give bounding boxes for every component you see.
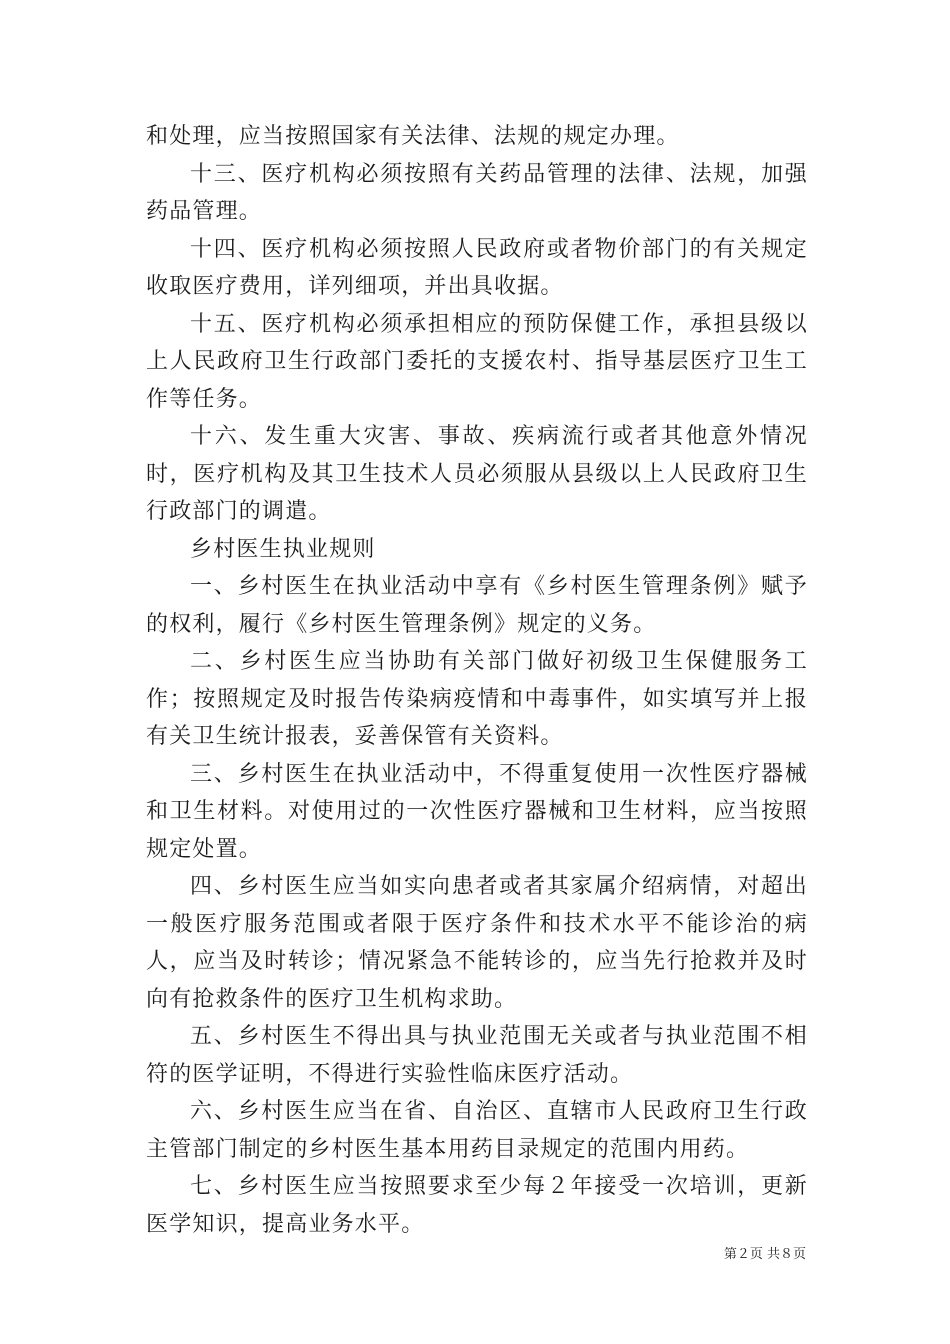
document-body xyxy=(146,118,808,1243)
paragraph: 一、乡村医生在执业活动中享有《乡村医生管理条例》赋予的权利，履行《乡村医生管理条例》规定的义务。 xyxy=(146,574,808,637)
section-heading: 乡村医生执业规则 xyxy=(190,536,376,562)
paragraph: 七、乡村医生应当按照要求至少每２年接受一次培训，更新医学知识，提高业务水平。 xyxy=(146,1174,808,1237)
paragraph: 十五、医疗机构必须承担相应的预防保健工作，承担县级以上人民政府卫生行政部门委托的支援农村、指导基层医疗卫生工作等任务。 xyxy=(146,311,808,412)
paragraph: 三、乡村医生在执业活动中，不得重复使用一次性医疗器械和卫生材料。对使用过的一次性医疗器械和卫生材料，应当按照规定处置。 xyxy=(146,761,808,862)
page-number: 第２页 共８页 xyxy=(723,1247,806,1262)
paragraph: 十四、医疗机构必须按照人民政府或者物价部门的有关规定收取医疗费用，详列细项，并出具收据。 xyxy=(146,236,808,299)
paragraph: 四、乡村医生应当如实向患者或者其家属介绍病情，对超出一般医疗服务范围或者限于医疗条件和技术水平不能诊治的病人，应当及时转诊；情况紧急不能转诊的，应当先行抢救并及时向有抢救条件的医疗卫生机构求助。 xyxy=(146,874,808,1012)
paragraph: 二、乡村医生应当协助有关部门做好初级卫生保健服务工作；按照规定及时报告传染病疫情和中毒事件，如实填写并上报有关卫生统计报表，妥善保管有关资料。 xyxy=(146,649,808,749)
paragraph: 十三、医疗机构必须按照有关药品管理的法律、法规，加强药品管理。 xyxy=(146,161,808,224)
paragraph: 和处理，应当按照国家有关法律、法规的规定办理。 xyxy=(146,124,680,149)
paragraph: 十六、发生重大灾害、事故、疾病流行或者其他意外情况时，医疗机构及其卫生技术人员必须服从县级以上人民政府卫生行政部门的调遣。 xyxy=(146,424,808,524)
paragraph: 五、乡村医生不得出具与执业范围无关或者与执业范围不相符的医学证明，不得进行实验性临床医疗活动。 xyxy=(146,1024,808,1087)
paragraph: 六、乡村医生应当在省、自治区、直辖市人民政府卫生行政主管部门制定的乡村医生基本用药目录规定的范围内用药。 xyxy=(146,1099,808,1162)
